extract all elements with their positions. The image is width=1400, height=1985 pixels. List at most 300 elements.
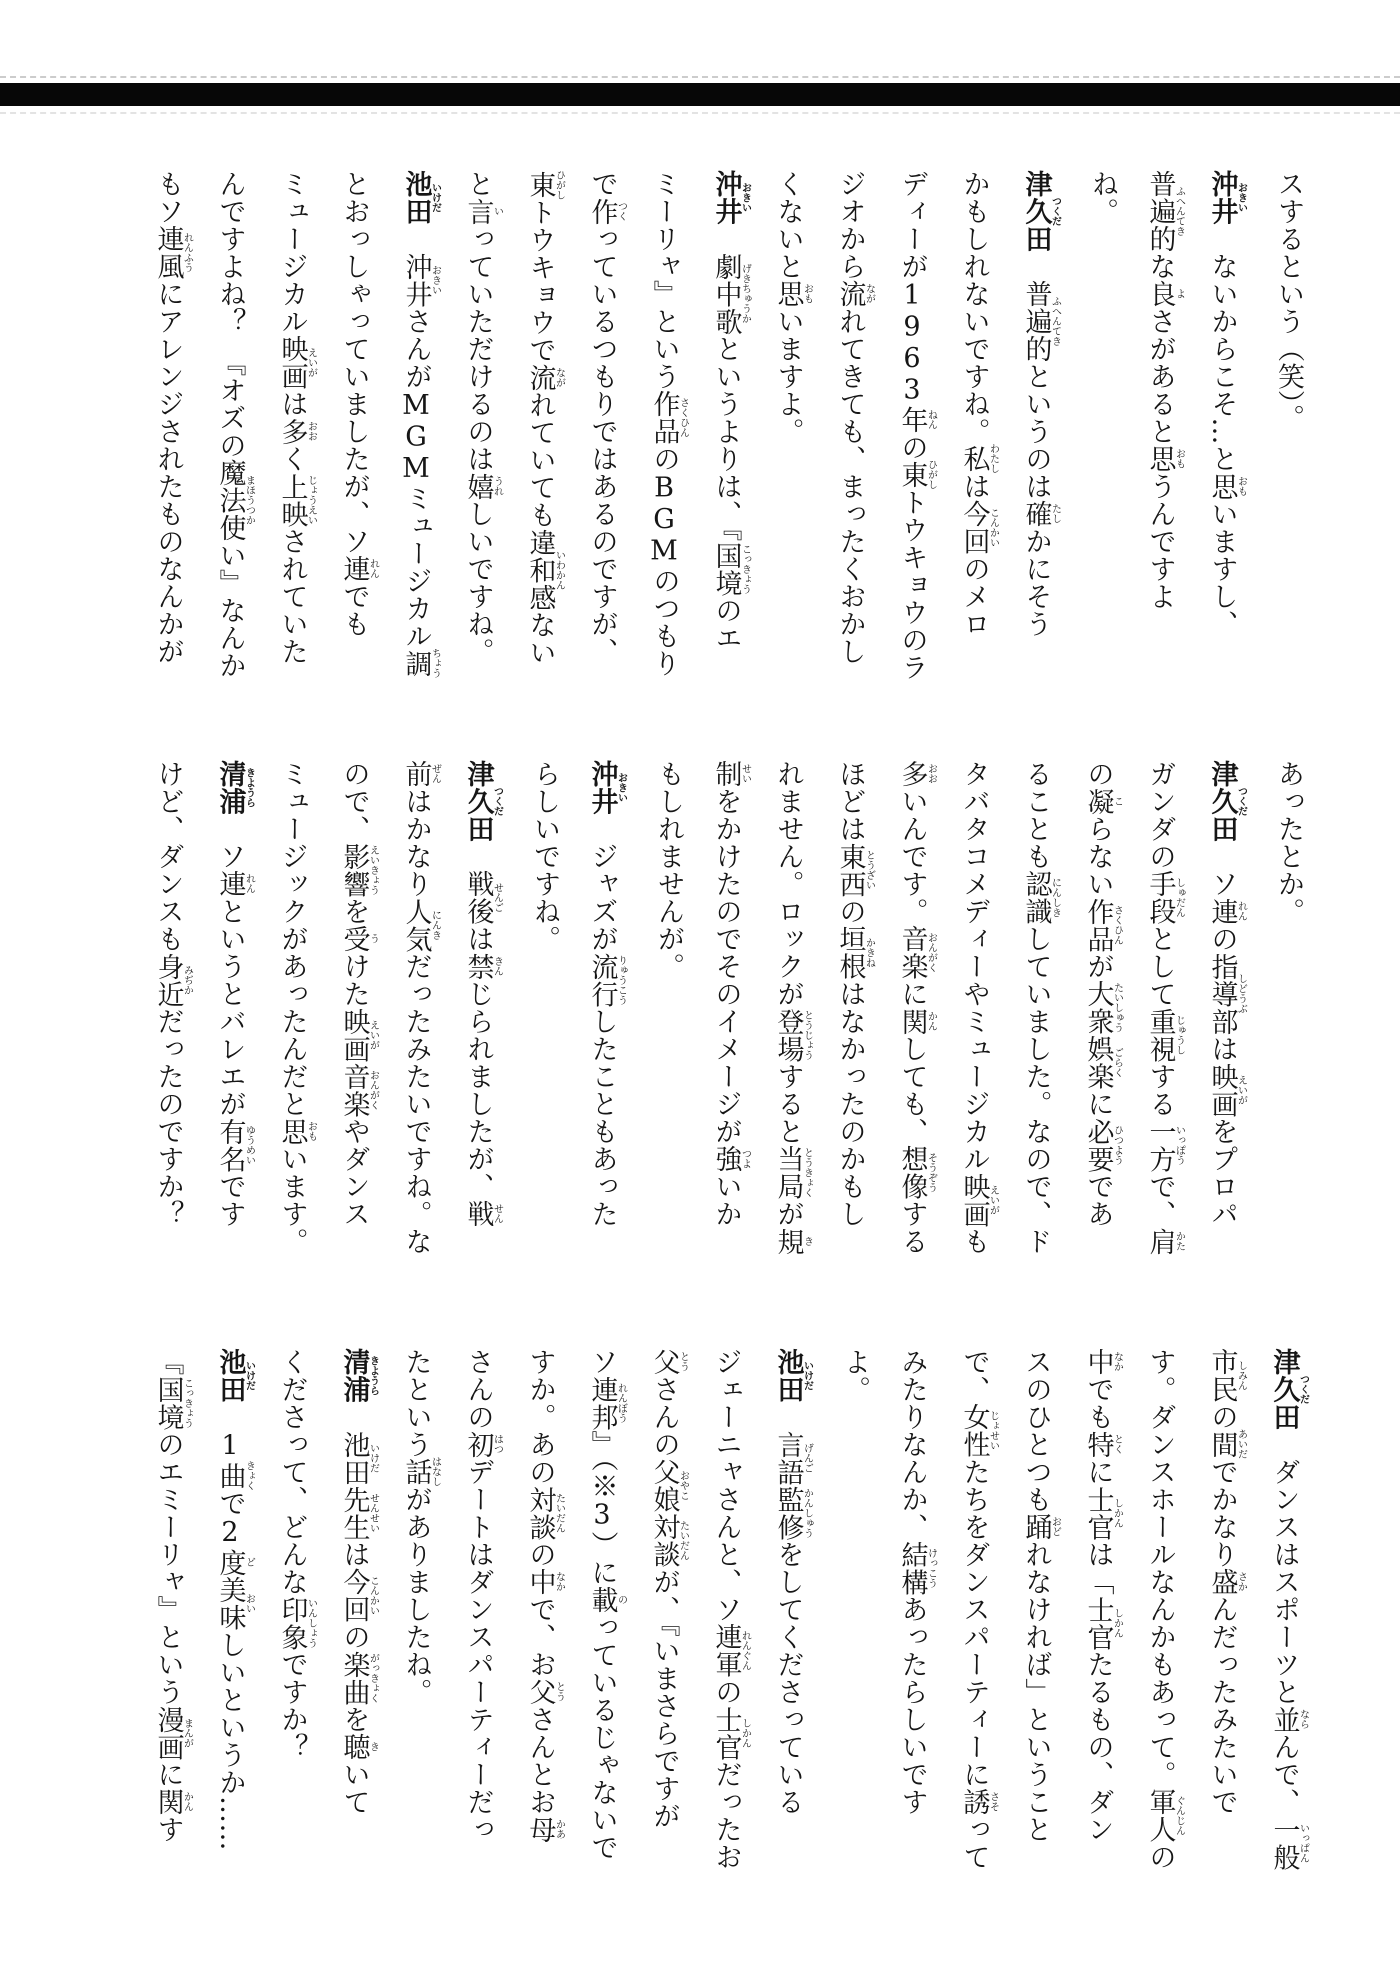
speaker-name: 池田いけだ <box>214 1348 255 1403</box>
text-run: MGM <box>400 390 432 485</box>
text-run: います。 <box>276 1145 308 1255</box>
text-run: あったとか。 <box>1273 760 1304 925</box>
ruby-text-run: 流なが <box>524 363 565 392</box>
ruby-text-run: 連れん <box>1206 897 1247 925</box>
ruby-text-run: 禁きん <box>462 952 503 980</box>
text-run: に <box>152 1760 184 1788</box>
ruby-text-run: 国境こっきょう <box>710 541 751 597</box>
ruby-text-run: 国境こっきょう <box>152 1375 193 1431</box>
ruby-text-run: 楽曲がっきょく <box>338 1650 379 1706</box>
ruby-text-run: 母かあ <box>524 1815 565 1843</box>
speaker-name: 清浦きようら <box>214 760 255 815</box>
text-column <box>400 170 440 715</box>
text-run: ソ <box>214 815 246 870</box>
text-run: れてきても、まったくおかし <box>834 307 866 665</box>
ruby-text-run: 美味おい <box>214 1576 255 1631</box>
speaker-name: 津久田つくだ <box>1268 1348 1309 1431</box>
text-run: 1963 <box>896 280 928 406</box>
text-column <box>834 760 874 1305</box>
text-run: デートはダンスパーティーだっ <box>462 1458 494 1843</box>
text-run: 2 <box>214 1517 246 1549</box>
text-run: くださって、どんな <box>276 1348 308 1596</box>
text-column <box>214 1348 254 1893</box>
text-run <box>711 225 742 253</box>
text-column <box>772 1348 812 1893</box>
ruby-text-run: 印象いんしょう <box>276 1595 317 1651</box>
speaker-name: 池田いけだ <box>772 1348 813 1403</box>
text-run: れません。ロックが <box>772 760 804 1008</box>
ruby-text-run: 作つく <box>586 197 627 225</box>
text-column <box>524 170 564 715</box>
ruby-text-run: 作品さくひん <box>648 390 689 445</box>
text-run: かもしれないですね。 <box>958 170 990 445</box>
text-run: らしいですね。 <box>529 760 560 953</box>
ruby-text-run: 想像そうぞう <box>896 1145 937 1200</box>
text-run: いか <box>710 1172 742 1228</box>
speaker-name: 沖井おきい <box>1206 170 1247 225</box>
ruby-text-run: 思おも <box>1144 445 1185 473</box>
text-run: ミーリャ』という <box>648 170 680 390</box>
text-column <box>338 170 378 715</box>
ruby-text-run: 違和感いわかん <box>524 528 565 612</box>
text-run: うんですよ <box>1144 472 1176 610</box>
text-run: く <box>276 445 308 473</box>
text-column <box>338 1348 378 1893</box>
ruby-text-run: 漫画まんが <box>152 1705 193 1761</box>
text-run: がありましたね。 <box>400 1485 432 1706</box>
text-run: あったらしいです <box>896 1595 928 1816</box>
text-run: する <box>896 1200 928 1255</box>
ruby-text-run: 強つよ <box>710 1145 751 1173</box>
text-run: たという <box>400 1348 432 1458</box>
text-run: トウキョウのラ <box>896 488 928 681</box>
text-column <box>1206 760 1246 1305</box>
ruby-text-run: 先生せんせい <box>338 1485 379 1541</box>
ruby-text-run: 年ねん <box>896 406 937 434</box>
ruby-text-run: 池田いけだ <box>338 1430 379 1486</box>
text-run: 』（※ <box>586 1430 618 1500</box>
text-run: って <box>958 1815 990 1871</box>
text-run: やダンス <box>338 1117 370 1228</box>
text-run <box>463 843 494 871</box>
ruby-text-run: 今回こんかい <box>958 500 999 555</box>
perforation-line-bottom <box>0 112 1400 114</box>
text-run: たちをダンスパーティーに <box>958 1458 990 1788</box>
text-run: です <box>214 1172 246 1228</box>
text-run: っているつもりではあるのですが、 <box>586 225 618 665</box>
text-column <box>462 170 502 715</box>
text-run: さんの <box>648 1375 680 1458</box>
ruby-text-run: 連れん <box>338 555 379 583</box>
text-run: で <box>586 170 618 198</box>
text-run: れなければ」ということ <box>1020 1540 1052 1843</box>
text-run: のつもり <box>648 567 680 677</box>
ruby-text-run: 前ぜん <box>400 760 441 788</box>
text-run: に <box>1082 1458 1114 1486</box>
text-column <box>1082 760 1122 1305</box>
ruby-text-run: 上映じょうえい <box>276 472 317 528</box>
text-run: ダンスはスポーツと <box>1268 1430 1300 1706</box>
text-run: の <box>1144 1843 1176 1871</box>
text-run: たるもの、ダン <box>1082 1650 1114 1843</box>
text-run: の <box>524 1540 556 1568</box>
ruby-text-run: 身近みぢか <box>152 952 193 1008</box>
text-run: の <box>896 433 928 461</box>
text-run: の <box>648 445 680 473</box>
text-run: スするという（笑）。 <box>1273 170 1304 432</box>
text-column <box>896 760 936 1305</box>
text-run: じられましたが、 <box>462 980 494 1200</box>
ruby-text-run: 聴き <box>338 1733 379 1761</box>
ruby-text-run: 士官しかん <box>710 1705 751 1761</box>
text-run: は <box>958 472 990 500</box>
ruby-text-run: 戦後せんご <box>462 870 503 925</box>
ruby-text-run: 一方いっぽう <box>1144 1117 1185 1173</box>
text-run: の <box>338 1623 370 1651</box>
text-run: ジャズが <box>586 815 618 953</box>
ruby-text-run: 劇中歌げきちゅうか <box>710 252 751 335</box>
text-column <box>152 760 192 1305</box>
text-run: な <box>1144 252 1176 280</box>
text-run: ソ <box>586 1348 618 1376</box>
text-run: もしれませんが。 <box>653 760 684 980</box>
text-run: けた <box>338 952 370 1008</box>
text-run: が <box>1082 952 1114 980</box>
ruby-text-run: 対談たいだん <box>524 1485 565 1541</box>
text-column <box>710 170 750 715</box>
speaker-name: 津久田つくだ <box>1020 170 1061 253</box>
text-run: ですか？ <box>276 1650 308 1761</box>
text-run: ジェーニャさんと、ソ <box>710 1348 742 1623</box>
ruby-text-run: 連風れんふう <box>152 225 193 280</box>
text-run: よ。 <box>839 1348 870 1403</box>
ruby-text-run: 必要ひつよう <box>1082 1117 1123 1173</box>
text-column <box>1144 760 1184 1305</box>
text-run: さんの <box>462 1348 494 1431</box>
ruby-text-run: 音楽おんがく <box>896 925 937 980</box>
text-column <box>710 760 750 1305</box>
interview-band-1 <box>130 170 1308 715</box>
text-run: していました。なので、ド <box>1020 925 1052 1255</box>
ruby-text-run: 音楽おんがく <box>338 1062 379 1118</box>
text-run: BGM <box>648 472 680 567</box>
ruby-text-run: 載の <box>586 1586 627 1614</box>
ruby-text-run: 戦せん <box>462 1200 503 1228</box>
text-run: が <box>772 1200 804 1228</box>
text-column <box>958 170 998 715</box>
ruby-text-run: 度ど <box>214 1548 255 1576</box>
ruby-text-run: 普遍的ふへんてき <box>1020 280 1061 363</box>
text-run: を <box>338 897 370 925</box>
ruby-text-run: 中なか <box>524 1568 565 1596</box>
text-run: は <box>276 390 308 418</box>
text-run: の <box>1206 925 1238 953</box>
text-run: されていた <box>276 527 308 665</box>
text-run: の <box>710 1678 742 1706</box>
ruby-text-run: 肩かた <box>1144 1227 1185 1255</box>
text-column <box>152 1348 192 1893</box>
text-run: ディーが <box>896 170 928 280</box>
text-column <box>524 760 564 1305</box>
text-run: でかなり <box>1206 1458 1238 1568</box>
text-run: す。ダンスホールなんかもあって。 <box>1144 1348 1176 1788</box>
text-run: んで、 <box>1268 1733 1300 1816</box>
ruby-text-run: 父娘おやこ <box>648 1458 689 1513</box>
text-column <box>772 760 812 1305</box>
ruby-text-run: 確たし <box>1020 500 1061 528</box>
text-run: で、お <box>524 1595 556 1678</box>
text-column <box>152 170 192 715</box>
ruby-text-run: 映画えいが <box>338 1007 379 1063</box>
ruby-text-run: 特とく <box>1082 1430 1123 1458</box>
text-run: をかけたのでそのイメージが <box>710 787 742 1145</box>
ruby-text-run: 軍人ぐんじん <box>1144 1788 1185 1843</box>
text-run: けど、ダンスも <box>152 760 184 953</box>
ruby-text-run: 関かん <box>152 1788 193 1816</box>
text-column <box>1206 170 1246 715</box>
text-run: す <box>152 1815 184 1843</box>
ruby-text-run: 連邦れんぼう <box>586 1375 627 1431</box>
text-run: だったお <box>710 1760 742 1871</box>
text-run: いますよ。 <box>772 307 804 445</box>
text-column <box>400 760 440 1305</box>
text-run: はなかったのかもし <box>834 980 866 1228</box>
text-run: しいですね。 <box>462 500 494 665</box>
ruby-text-run: 受う <box>338 925 379 953</box>
text-run: だったみたいですね。な <box>400 952 432 1255</box>
text-column <box>958 760 998 1305</box>
ruby-text-run: 調ちょう <box>400 648 441 679</box>
text-run: で、 <box>1144 1172 1176 1228</box>
text-run: みたりなんか、 <box>896 1348 928 1541</box>
text-column <box>276 760 316 1305</box>
text-run: をプロパ <box>1206 1117 1238 1228</box>
text-column <box>896 170 936 715</box>
text-column <box>834 170 874 715</box>
speaker-name: 清浦きようら <box>338 1348 379 1403</box>
text-run: のエミーリャ』という <box>152 1430 184 1706</box>
text-run: したこともあった <box>586 1007 618 1228</box>
interview-band-2 <box>130 760 1308 1305</box>
ruby-text-run: 士官しかん <box>1082 1485 1123 1541</box>
text-run: ないからこそ…と <box>1206 225 1238 473</box>
text-run: ミュージカル <box>276 170 308 335</box>
text-run: は <box>462 925 494 953</box>
text-run: さがあると <box>1144 307 1176 445</box>
ruby-text-run: 思おも <box>276 1117 317 1145</box>
text-run: もソ <box>152 170 184 225</box>
ruby-text-run: 並なら <box>1268 1705 1309 1733</box>
ruby-text-run: 東ひがし <box>524 170 565 200</box>
ruby-text-run: 思おも <box>1206 472 1247 500</box>
ruby-text-run: 登場とうじょう <box>772 1007 813 1063</box>
ruby-text-run: 娯楽ごらく <box>1082 1035 1123 1090</box>
ruby-text-run: 曲きょく <box>214 1460 255 1491</box>
text-run: しても、 <box>896 1035 928 1145</box>
ruby-text-run: 有名ゆうめい <box>214 1117 255 1173</box>
text-column <box>1268 760 1308 1305</box>
ruby-text-run: 女性じょせい <box>958 1403 999 1458</box>
text-column <box>1020 170 1060 715</box>
ruby-text-run: 良よ <box>1144 280 1185 308</box>
text-run: とおっしゃっていましたが、ソ <box>338 170 370 555</box>
text-run: ジオから <box>834 170 866 280</box>
text-run: の <box>1206 1403 1238 1431</box>
ruby-text-run: 垣根かきね <box>834 925 875 980</box>
ruby-text-run: 市民しみん <box>1206 1348 1247 1403</box>
ruby-text-run: 中なか <box>1082 1348 1123 1376</box>
ruby-text-run: 今回こんかい <box>338 1568 379 1623</box>
text-run <box>773 1403 804 1431</box>
ruby-text-run: 当局とうきょく <box>772 1145 813 1200</box>
text-run: に <box>896 980 928 1008</box>
text-run: に <box>1082 1090 1114 1118</box>
text-run: れていても <box>524 391 556 529</box>
ruby-text-run: 手段しゅだん <box>1144 870 1185 925</box>
ruby-text-run: 凝こ <box>1082 787 1123 815</box>
ruby-text-run: 一般いっぱん <box>1268 1815 1309 1871</box>
text-run: も <box>958 1227 990 1255</box>
text-run: スのひとつも <box>1020 1348 1052 1513</box>
ruby-text-run: 普遍的ふへんてき <box>1144 170 1185 253</box>
text-run: であ <box>1082 1172 1114 1228</box>
text-run: トウキョウで <box>524 198 556 364</box>
text-run: だったのですか？ <box>152 1007 184 1228</box>
text-run <box>401 225 432 253</box>
text-column <box>586 170 626 715</box>
text-column <box>214 170 254 715</box>
text-run: にアレンジされたものなんかが <box>152 280 184 665</box>
text-column <box>958 1348 998 1893</box>
text-column <box>462 1348 502 1893</box>
text-run <box>1021 253 1052 281</box>
text-column <box>1020 760 1060 1305</box>
ruby-text-run: 連軍れんぐん <box>710 1623 751 1678</box>
interview-band-3 <box>130 1348 1308 1893</box>
ruby-text-run: 思おも <box>772 280 813 308</box>
text-column <box>462 760 502 1305</box>
speaker-name: 沖井おきい <box>710 170 751 225</box>
perforation-line-top <box>0 76 1400 78</box>
text-column <box>772 170 812 715</box>
ruby-text-run: 誘さそ <box>958 1788 999 1816</box>
speaker-name: 津久田つくだ <box>462 760 503 843</box>
text-column <box>1020 1348 1060 1893</box>
text-run: でも <box>1082 1375 1114 1431</box>
text-run: 1 <box>214 1430 246 1462</box>
text-run: いんです。 <box>896 787 928 925</box>
text-run: の <box>1082 760 1114 788</box>
text-column <box>1082 170 1122 715</box>
text-run: 『 <box>152 1348 184 1376</box>
text-run: を <box>338 1705 370 1733</box>
text-column <box>276 170 316 715</box>
text-run: する <box>1144 1062 1176 1118</box>
ruby-text-run: 間あいだ <box>1206 1429 1247 1460</box>
ruby-text-run: 私わたし <box>958 443 999 474</box>
ruby-text-run: 認識にんしき <box>1020 870 1061 925</box>
text-run: と <box>462 170 494 198</box>
text-run: というとバレエが <box>214 897 246 1118</box>
text-run: は <box>338 1540 370 1568</box>
ruby-text-run: 作品さくひん <box>1082 897 1123 953</box>
text-run: ）に <box>586 1531 618 1586</box>
text-run: というよりは、『 <box>710 335 742 542</box>
text-run <box>215 1403 246 1431</box>
text-run: として <box>1144 925 1176 1008</box>
ruby-text-run: 重視じゅうし <box>1144 1007 1185 1063</box>
ruby-text-run: 言語げんご <box>772 1430 813 1486</box>
text-run: っていただけるのは <box>462 225 494 473</box>
text-run: さんとお <box>524 1705 556 1816</box>
speaker-name: 沖井おきい <box>586 760 627 815</box>
text-run: ミュージックがあったんだと <box>276 760 308 1118</box>
text-column <box>276 1348 316 1893</box>
ruby-text-run: 東西とうざい <box>834 842 875 898</box>
text-run: をしてくださっている <box>772 1540 804 1816</box>
text-column <box>648 1348 688 1893</box>
text-column <box>400 1348 440 1893</box>
text-run <box>339 1403 370 1431</box>
ruby-text-run: 多おお <box>896 760 937 788</box>
ruby-text-run: 規き <box>772 1227 813 1255</box>
text-column <box>338 760 378 1305</box>
text-run: 3 <box>586 1499 618 1531</box>
text-column <box>214 760 254 1305</box>
text-run: ソ <box>1206 842 1238 898</box>
ruby-text-run: 流なが <box>834 280 875 308</box>
text-column <box>710 1348 750 1893</box>
text-run: すか。あの <box>524 1348 556 1486</box>
text-run: ほどは <box>834 760 866 843</box>
text-run: すると <box>772 1062 804 1145</box>
text-run: さんが <box>400 307 432 390</box>
ruby-text-run: 話はなし <box>400 1456 441 1487</box>
text-run: んだったみたいで <box>1206 1595 1238 1816</box>
text-column <box>834 1348 874 1893</box>
text-column <box>648 170 688 715</box>
ruby-text-run: 映画えいが <box>276 335 317 390</box>
text-run: はかなり <box>400 787 432 898</box>
speaker-name: 池田いけだ <box>400 170 441 225</box>
text-run: しいというか…… <box>214 1631 246 1851</box>
text-column <box>1082 1348 1122 1893</box>
text-run: かにそう <box>1020 527 1052 638</box>
text-column <box>586 1348 626 1893</box>
text-run: ので、 <box>338 760 370 843</box>
text-run: んですよね？ 『オズの <box>214 170 246 459</box>
ruby-text-run: 東ひがし <box>896 459 937 490</box>
text-run: で <box>214 1489 246 1517</box>
ruby-text-run: 嬉うれ <box>462 472 503 500</box>
text-run: は「 <box>1082 1540 1114 1596</box>
ruby-text-run: 対談たいだん <box>648 1513 689 1568</box>
ruby-text-run: 流行りゅうこう <box>586 952 627 1008</box>
text-run: らない <box>1082 815 1114 898</box>
ruby-text-run: 制せい <box>710 760 751 788</box>
ruby-text-run: 父とう <box>524 1678 565 1706</box>
text-column <box>1144 1348 1184 1893</box>
ruby-text-run: 初はつ <box>462 1430 503 1458</box>
text-run: タバタコメディーやミュージカル <box>958 760 990 1173</box>
text-column <box>1268 1348 1308 1893</box>
text-column <box>896 1348 936 1893</box>
text-run: が、『いまさらですが <box>648 1568 680 1830</box>
text-run: は <box>1206 1035 1238 1063</box>
top-rule-bar <box>0 83 1400 106</box>
text-run: のメロ <box>958 555 990 638</box>
text-run: のエ <box>710 596 742 652</box>
